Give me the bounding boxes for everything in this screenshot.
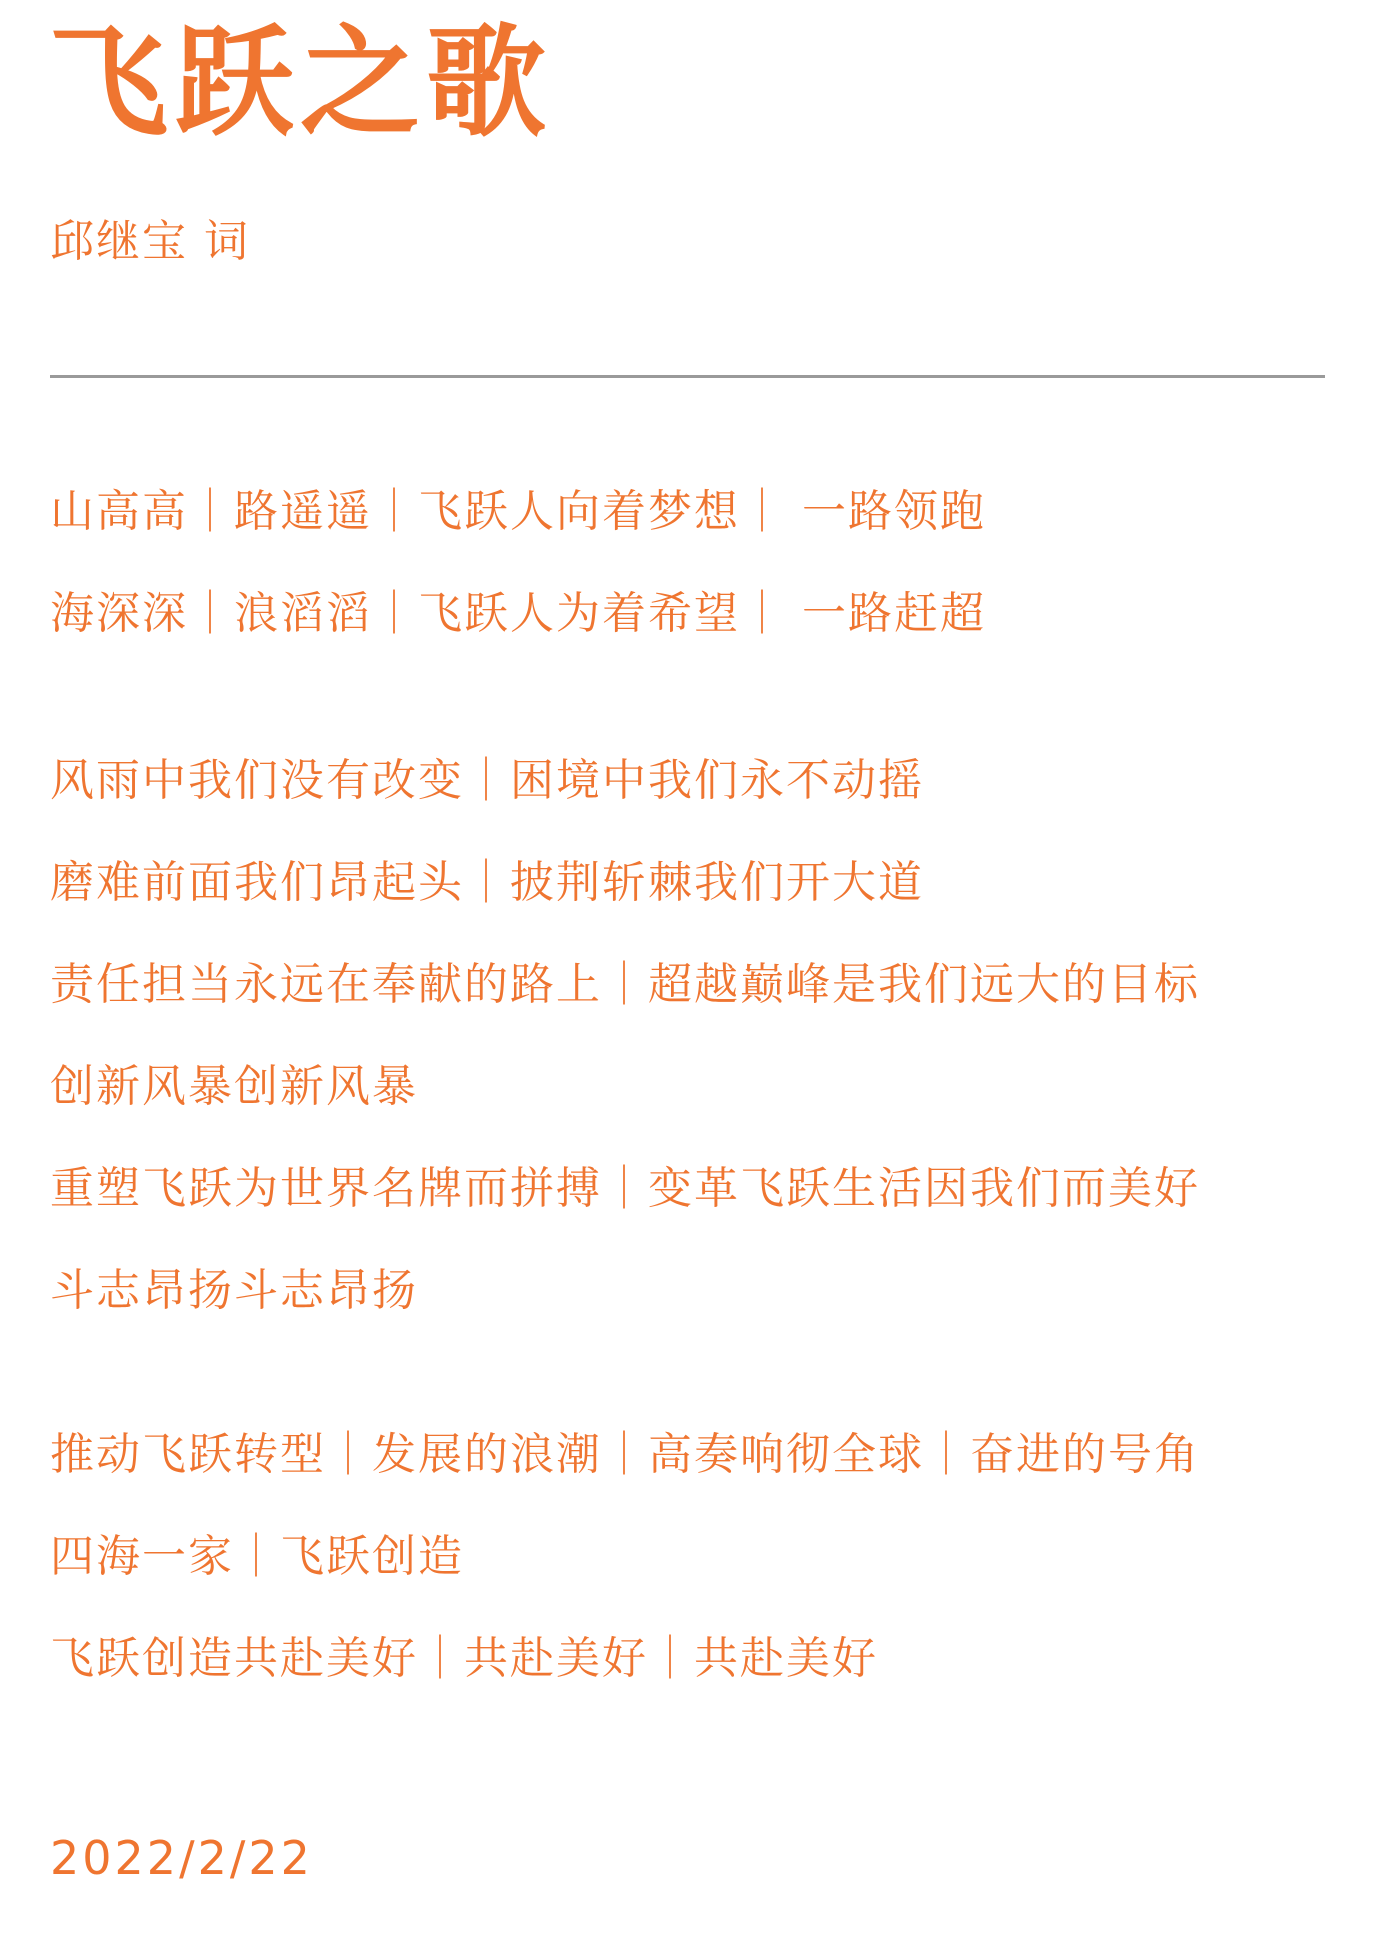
stanza-3 — [50, 1404, 1200, 1710]
lyric-line: 磨难前面我们昂起头｜披荆斩棘我们开大道 — [50, 857, 924, 908]
lyric-line: 四海一家｜飞跃创造 — [50, 1531, 464, 1582]
stanza-1 — [50, 461, 986, 665]
lyric-line: 创新风暴创新风暴 — [50, 1061, 418, 1112]
divider-line — [50, 375, 1325, 378]
lyric-line: 斗志昂扬斗志昂扬 — [50, 1265, 418, 1316]
lyric-line: 山高高｜路遥遥｜飞跃人向着梦想｜ 一路领跑 — [50, 486, 986, 537]
date-stamp: 2022/2/22 — [50, 1831, 313, 1885]
lyric-line: 推动飞跃转型｜发展的浪潮｜高奏响彻全球｜奋进的号角 — [50, 1429, 1200, 1480]
lyric-line: 责任担当永远在奉献的路上｜超越巅峰是我们远大的目标 — [50, 959, 1200, 1010]
lyric-line: 重塑飞跃为世界名牌而拼搏｜变革飞跃生活因我们而美好 — [50, 1163, 1200, 1214]
lyric-line: 飞跃创造共赴美好｜共赴美好｜共赴美好 — [50, 1633, 878, 1684]
stanza-2 — [50, 730, 1200, 1342]
lyricist-credit: 邱继宝 词 — [50, 216, 250, 267]
lyric-line: 风雨中我们没有改变｜困境中我们永不动摇 — [50, 755, 924, 806]
lyric-line: 海深深｜浪滔滔｜飞跃人为着希望｜ 一路赶超 — [50, 588, 986, 639]
song-title: 飞跃之歌 — [48, 12, 552, 153]
